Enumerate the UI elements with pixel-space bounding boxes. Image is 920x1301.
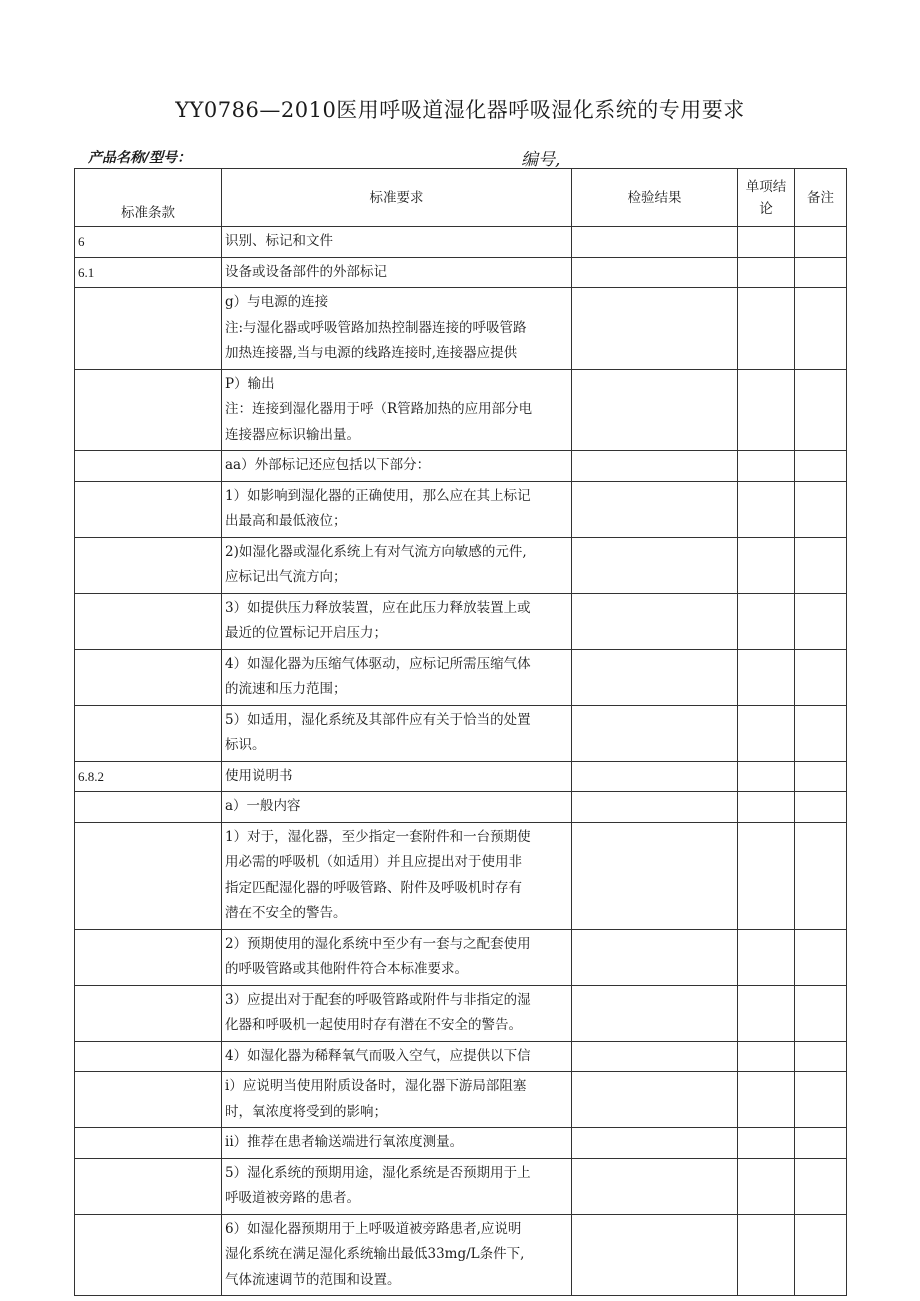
requirement-cell [222, 227, 572, 258]
requirement-cell [222, 822, 572, 929]
requirement-line: 3）如提供压力释放装置，应在此压力释放装置上或 [225, 599, 531, 616]
requirement-line: 注：连接到湿化器用于呼（R管路加热的应用部分电 [225, 401, 533, 417]
requirement-line: i）应说明当使用附质设备时，湿化器下游局部阻塞 [225, 1078, 527, 1094]
result-cell[interactable] [572, 451, 738, 482]
conclusion-cell[interactable] [738, 761, 795, 792]
clause-cell [75, 822, 222, 929]
requirement-cell [222, 369, 572, 451]
remark-cell[interactable] [795, 1214, 847, 1296]
requirement-cell [222, 1158, 572, 1214]
requirement-cell [222, 451, 572, 482]
clause-cell: 6.8.2 [75, 761, 222, 792]
conclusion-cell[interactable] [738, 649, 795, 705]
clause-cell [75, 705, 222, 761]
requirement-line: 最近的位置标记开启压力； [225, 625, 387, 641]
requirement-cell [222, 1128, 572, 1159]
product-label: 产品名称/型号： [88, 150, 192, 166]
remark-cell[interactable] [795, 257, 847, 288]
requirement-line: 用必需的呼吸机（如适用）并且应提出对于使用非 [225, 854, 522, 870]
requirement-line: 标识。 [225, 737, 266, 753]
clause-cell [75, 929, 222, 985]
remark-cell[interactable] [795, 792, 847, 823]
clause-cell [75, 288, 222, 370]
table-row [75, 1041, 847, 1072]
result-cell[interactable] [572, 1041, 738, 1072]
conclusion-cell[interactable] [738, 593, 795, 649]
table-row [75, 649, 847, 705]
clause-cell [75, 451, 222, 482]
requirement-line: 时，氧浓度将受到的影响； [225, 1103, 387, 1120]
requirement-cell [222, 1214, 572, 1296]
result-cell[interactable] [572, 1072, 738, 1128]
clause-cell: 6 [75, 227, 222, 258]
clause-cell [75, 792, 222, 823]
remark-cell[interactable] [795, 481, 847, 537]
table-row [75, 705, 847, 761]
header-conclusion [738, 169, 795, 227]
header-result: 检验结果 [572, 169, 738, 227]
result-cell[interactable] [572, 288, 738, 370]
conclusion-cell[interactable] [738, 985, 795, 1041]
table-row [75, 451, 847, 482]
remark-cell[interactable] [795, 227, 847, 258]
remark-cell[interactable] [795, 593, 847, 649]
remark-cell[interactable] [795, 369, 847, 451]
requirement-cell [222, 792, 572, 823]
remark-cell[interactable] [795, 985, 847, 1041]
conclusion-cell[interactable] [738, 257, 795, 288]
conclusion-cell[interactable] [738, 1072, 795, 1128]
table-row [75, 369, 847, 451]
table-row [75, 1214, 847, 1296]
result-cell[interactable] [572, 1158, 738, 1214]
requirement-line: ii）推荐在患者输送端进行氧浓度测量。 [225, 1134, 464, 1150]
table-row [75, 985, 847, 1041]
conclusion-cell[interactable] [738, 1128, 795, 1159]
result-cell[interactable] [572, 227, 738, 258]
result-cell[interactable] [572, 792, 738, 823]
result-cell[interactable] [572, 985, 738, 1041]
requirement-line: 注:与湿化器或呼吸管路加热控制器连接的呼吸管路 [225, 319, 527, 336]
requirement-cell [222, 929, 572, 985]
remark-cell[interactable] [795, 649, 847, 705]
conclusion-cell[interactable] [738, 822, 795, 929]
result-cell[interactable] [572, 257, 738, 288]
requirement-cell [222, 705, 572, 761]
requirement-line: aa）外部标记还应包括以下部分： [225, 457, 431, 473]
result-cell[interactable] [572, 705, 738, 761]
conclusion-cell[interactable] [738, 1041, 795, 1072]
remark-cell[interactable] [795, 1041, 847, 1072]
header-remark: 备注 [795, 169, 847, 227]
requirement-line: 的流速和压力范围； [225, 681, 347, 697]
clause-cell: 6.1 [75, 257, 222, 288]
clause-cell [75, 1128, 222, 1159]
clause-cell [75, 537, 222, 593]
conclusion-cell[interactable] [738, 227, 795, 258]
conclusion-cell[interactable] [738, 929, 795, 985]
inspection-table [74, 168, 847, 1296]
table-row [75, 481, 847, 537]
requirement-line: 连接器应标识输出量。 [225, 426, 360, 443]
requirement-cell [222, 288, 572, 370]
clause-cell [75, 985, 222, 1041]
result-cell[interactable] [572, 1214, 738, 1296]
requirement-cell [222, 649, 572, 705]
table-row [75, 822, 847, 929]
requirement-line: 出最高和最低液位； [225, 513, 347, 529]
requirement-line: 指定匹配湿化器的呼吸管路、附件及呼吸机时存有 [225, 879, 522, 896]
conclusion-cell[interactable] [738, 288, 795, 370]
clause-cell [75, 481, 222, 537]
result-cell[interactable] [572, 649, 738, 705]
conclusion-cell[interactable] [738, 481, 795, 537]
result-cell[interactable] [572, 1128, 738, 1159]
requirement-line: 6）如湿化器预期用于上呼吸道被旁路患者,应说明 [225, 1220, 522, 1237]
conclusion-cell[interactable] [738, 792, 795, 823]
result-cell[interactable] [572, 369, 738, 451]
requirement-line: P）输出 [225, 375, 275, 392]
requirement-line: 2）预期使用的湿化系统中至少有一套与之配套使用 [225, 935, 531, 952]
clause-cell [75, 649, 222, 705]
requirement-line: 应标记出气流方向； [225, 569, 347, 585]
requirement-line: a）一般内容 [225, 798, 301, 814]
requirement-line: 1）如影响到湿化器的正确使用，那么应在其上标记 [225, 487, 531, 504]
result-cell[interactable] [572, 929, 738, 985]
requirement-line: 的呼吸管路或其他附件符合本标准要求。 [225, 961, 468, 977]
requirement-cell [222, 761, 572, 792]
table-row [75, 1158, 847, 1214]
table-row [75, 929, 847, 985]
clause-cell [75, 369, 222, 451]
requirement-cell [222, 593, 572, 649]
header-conclusion-text: 单项结论 [745, 178, 787, 217]
requirement-cell [222, 257, 572, 288]
requirement-line: 1）对于，湿化器，至少指定一套附件和一台预期使 [225, 828, 531, 845]
table-row [75, 1072, 847, 1128]
table-row [75, 227, 847, 258]
requirement-line: 呼吸道被旁路的患者。 [225, 1190, 360, 1206]
requirement-line: 5）如适用，湿化系统及其部件应有关于恰当的处置 [225, 711, 531, 728]
conclusion-cell[interactable] [738, 451, 795, 482]
remark-cell[interactable] [795, 761, 847, 792]
requirement-line: 4）如湿化器为稀释氧气而吸入空气，应提供以下信 [225, 1047, 531, 1064]
requirement-cell [222, 481, 572, 537]
table-row [75, 593, 847, 649]
requirement-line: 识别、标记和文件 [225, 233, 333, 249]
conclusion-cell[interactable] [738, 369, 795, 451]
requirement-line: 气体流速调节的范围和设置。 [225, 1271, 401, 1288]
header-requirement: 标准要求 [222, 169, 572, 227]
requirement-cell [222, 1072, 572, 1128]
table-row [75, 537, 847, 593]
number-label: 编号, [521, 150, 561, 170]
table-row [75, 257, 847, 288]
requirement-line: 5）湿化系统的预期用途，湿化系统是否预期用于上 [225, 1164, 531, 1181]
clause-cell [75, 1041, 222, 1072]
clause-cell [75, 1214, 222, 1296]
requirement-line: g）与电源的连接 [225, 294, 329, 310]
requirement-line: 3）应提出对于配套的呼吸管路或附件与非指定的湿 [225, 991, 531, 1008]
conclusion-cell[interactable] [738, 537, 795, 593]
conclusion-cell[interactable] [738, 1158, 795, 1214]
remark-cell[interactable] [795, 288, 847, 370]
remark-cell[interactable] [795, 929, 847, 985]
requirement-line: 4）如湿化器为压缩气体驱动，应标记所需压缩气体 [225, 655, 531, 672]
result-cell[interactable] [572, 537, 738, 593]
remark-cell[interactable] [795, 822, 847, 929]
remark-cell[interactable] [795, 451, 847, 482]
document-title: YY0786—2010医用呼吸道湿化器呼吸湿化系统的专用要求 [175, 98, 745, 122]
remark-cell[interactable] [795, 705, 847, 761]
remark-cell[interactable] [795, 1072, 847, 1128]
result-cell[interactable] [572, 481, 738, 537]
conclusion-cell[interactable] [738, 1214, 795, 1296]
requirement-line: 使用说明书 [225, 767, 293, 784]
table-row [75, 761, 847, 792]
clause-cell [75, 1072, 222, 1128]
result-cell[interactable] [572, 761, 738, 792]
clause-cell [75, 593, 222, 649]
requirement-line: 化器和呼吸机一起使用时存有潜在不安全的警告。 [225, 1017, 522, 1033]
remark-cell[interactable] [795, 1128, 847, 1159]
remark-cell[interactable] [795, 537, 847, 593]
requirement-cell [222, 985, 572, 1041]
requirement-cell [222, 1041, 572, 1072]
requirement-cell [222, 537, 572, 593]
requirement-line: 潜在不安全的警告。 [225, 905, 347, 921]
table-row [75, 792, 847, 823]
table-body [75, 227, 847, 1296]
conclusion-cell[interactable] [738, 705, 795, 761]
header-clause: 标准条款 [75, 169, 222, 227]
table-row [75, 1128, 847, 1159]
result-cell[interactable] [572, 822, 738, 929]
result-cell[interactable] [572, 593, 738, 649]
requirement-line: 湿化系统在满足湿化系统输出最低33mg/L条件下, [225, 1246, 525, 1262]
remark-cell[interactable] [795, 1158, 847, 1214]
requirement-line: 加热连接器,当与电源的线路连接时,连接器应提供 [225, 345, 518, 361]
requirement-line: 设备或设备部件的外部标记 [225, 263, 387, 280]
clause-cell [75, 1158, 222, 1214]
table-row [75, 288, 847, 370]
requirement-line: 2)如湿化器或湿化系统上有对气流方向敏感的元件, [225, 543, 527, 560]
